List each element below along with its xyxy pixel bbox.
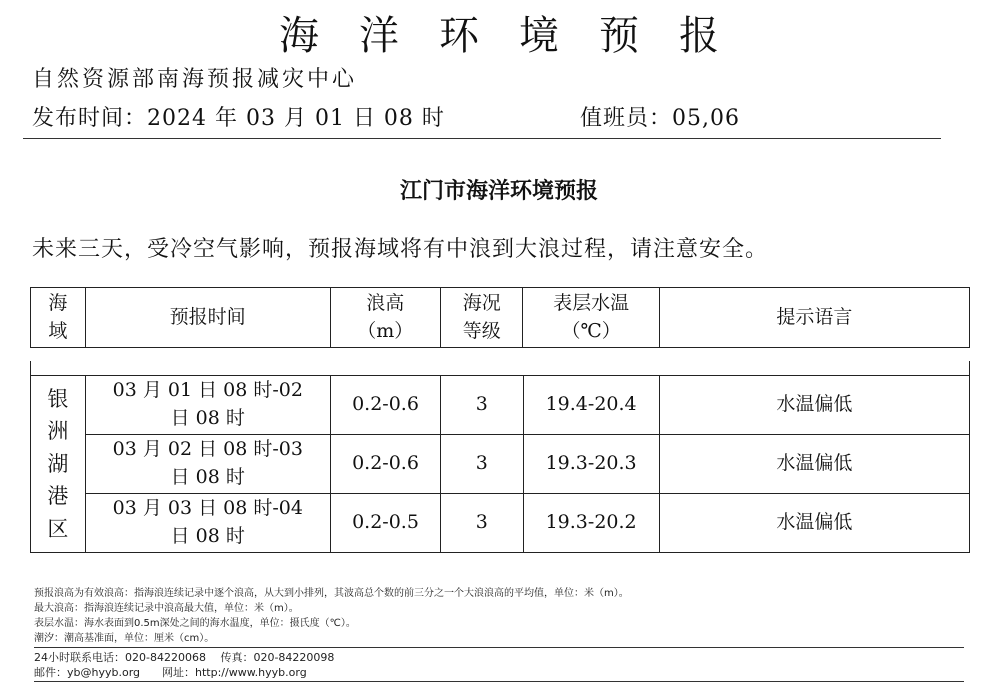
forecast-time: 03 月 01 日 08 时-02 日 08 时 [85,376,330,435]
table-gap [30,361,970,375]
note-significant-wave: 预报浪高为有效浪高：指海浪连续记录中逐个浪高，从大到小排列，其波高总个数的前三分之一个大浪浪高的平均值，单位：米（m）。 [34,588,629,599]
header-time: 预报时间 [85,288,330,348]
tip-text: 水温偏低 [659,376,969,435]
water-temp: 19.4-20.4 [523,376,659,435]
water-temp: 19.3-20.3 [523,435,659,494]
tip-text: 水温偏低 [659,435,969,494]
city-forecast-title: 江门市海洋环境预报 [399,179,598,204]
header-tip: 提示语言 [659,288,969,348]
wave-height: 0.2-0.6 [330,435,440,494]
table-row [31,494,970,553]
area-name: 银 洲 湖 港 区 [31,376,86,553]
header-wave: 浪高 （m） [330,288,440,348]
forecast-time: 03 月 02 日 08 时-03 日 08 时 [85,435,330,494]
forecast-table-header [30,287,970,348]
header-area: 海 域 [31,288,86,348]
forecast-time: 03 月 03 日 08 时-04 日 08 时 [85,494,330,553]
table-row [31,435,970,494]
sea-level-grade: 3 [441,376,523,435]
sea-level-grade: 3 [441,435,523,494]
wave-height: 0.2-0.5 [330,494,440,553]
release-time: 发布时间：2024 年 03 月 01 日 08 时 [32,106,445,131]
agency-name: 自然资源部南海预报减灾中心 [32,67,358,92]
contact-divider [34,647,964,648]
table-row [31,376,970,435]
header-divider [23,138,941,139]
duty-officer: 值班员：05,06 [580,106,740,131]
footer-divider [34,681,964,682]
sea-level-grade: 3 [441,494,523,553]
note-tide: 潮汐：潮高基准面，单位：厘米（cm）。 [34,633,215,644]
wave-height: 0.2-0.6 [330,376,440,435]
tip-text: 水温偏低 [659,494,969,553]
forecast-summary: 未来三天，受冷空气影响，预报海域将有中浪到大浪过程，请注意安全。 [32,237,769,262]
note-max-wave: 最大浪高：指海浪连续记录中浪高最大值，单位：米（m）。 [34,603,299,614]
water-temp: 19.3-20.2 [523,494,659,553]
note-surface-temp: 表层水温：海水表面到0.5m深处之间的海水温度，单位：摄氏度（℃）。 [34,618,356,629]
document-title: 海洋环境预报 [279,13,759,59]
forecast-table [30,375,970,553]
header-level: 海况 等级 [441,288,523,348]
contact-email-web: 邮件：yb@hyyb.org 网址：http://www.hyyb.org [34,666,307,679]
contact-phone-fax: 24小时联系电话：020-84220068 传真：020-84220098 [34,651,335,664]
header-temp: 表层水温 （℃） [523,288,659,348]
